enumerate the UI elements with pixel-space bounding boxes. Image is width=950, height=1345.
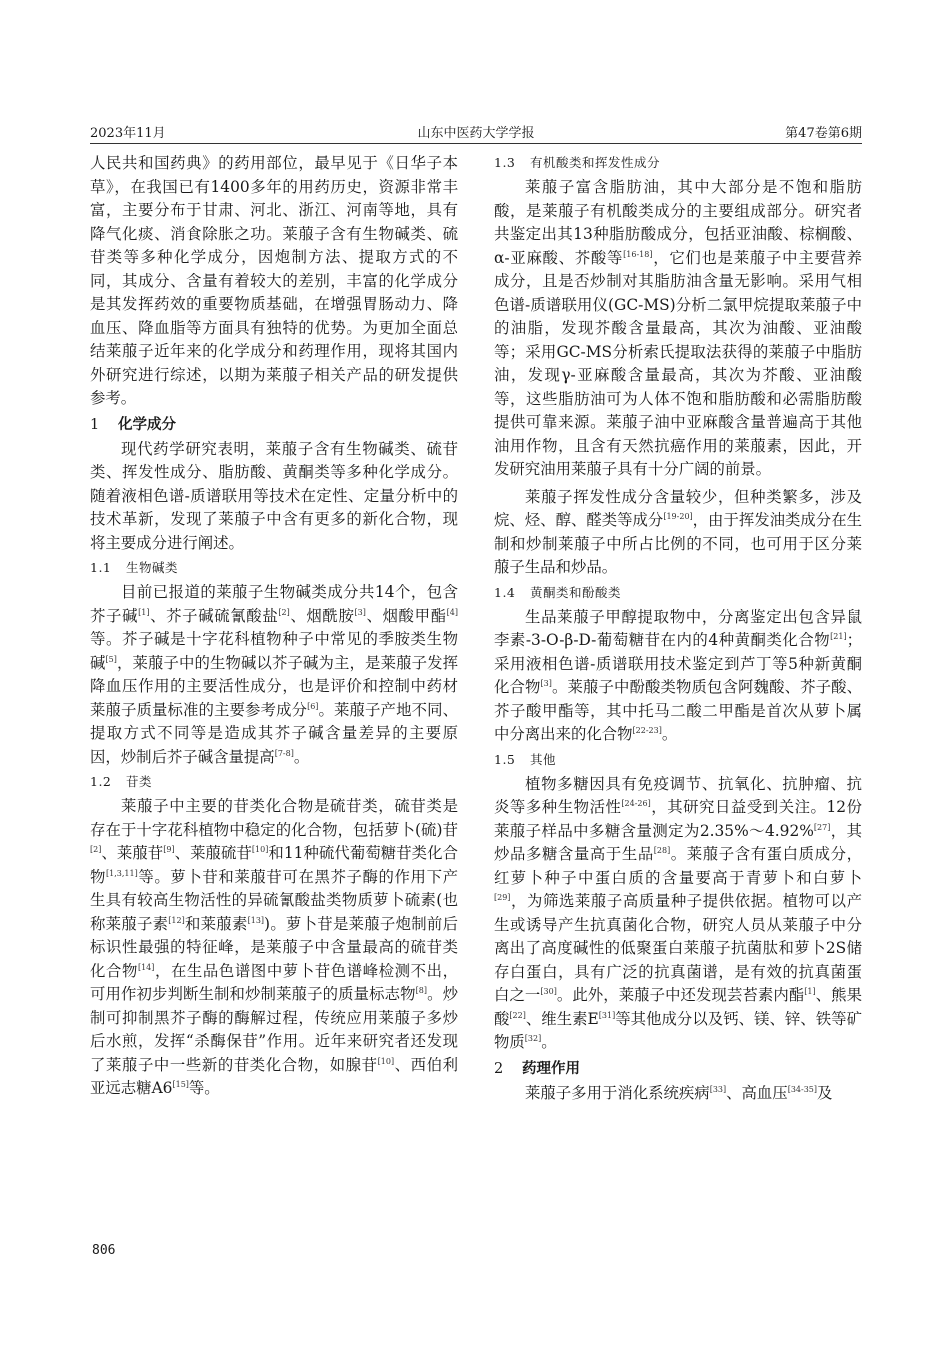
section-1-1-number: 1.1 [90,560,112,575]
section-1-2-paragraph [90,795,458,1101]
text-run: 等。 [188,1079,220,1097]
citation-ref: [30] [540,987,557,996]
section-1-2-title: 苷类 [126,774,153,789]
text-run: 。 [293,747,310,766]
citation-ref: [1,3,11] [106,868,138,878]
text-run: ，为筛选莱菔子高质量种子提供依据。植物可以产生或诱导产生抗真菌化合物，研究人员从莱菔子中分离出了高度碱性的低聚蛋白莱菔子抗菌肽和萝卜2S储存白蛋白，具有广泛的抗真菌谱，是有效的抗真菌蛋白之一 [494,892,862,1004]
text-run: 、烟酸甲酯 [365,606,447,625]
section-2-title: 药理作用 [522,1059,580,1077]
citation-ref: [19-20] [663,512,693,521]
citation-ref: [31] [598,1010,616,1020]
citation-ref: [5] [105,654,117,664]
citation-ref: [4] [446,607,458,617]
page-number: 806 [92,1243,116,1258]
section-1-number: 1 [90,416,100,433]
text-run: 。此外，莱菔子中还发现芸苔素内酯 [556,986,805,1004]
text-run: 现代药学研究表明，莱菔子含有生物碱类、硫苷类、挥发性成分、脂肪酸、黄酮类等多种化学成分。随着液相色谱-质谱联用等技术在定性、定量分析中的技术革新，发现了莱菔子中含有更多的新化合物，现将主要成分进行阐述。 [90,439,458,552]
header-volume-issue: 第47卷第6期 [785,126,862,141]
section-1-4-paragraph [494,606,862,747]
citation-ref: [34-35] [787,1084,818,1094]
text-run: 等。芥子碱是十字花科植物种子中常见的季胺类生物碱 [90,630,458,672]
text-run: 植物多糖因具有免疫调节、抗氧化、抗肿瘤、抗炎等多种生物活性 [494,774,862,816]
citation-ref: [3] [540,679,552,688]
text-run: 目前已报道的莱菔子生物碱类成分共14个，包含芥子碱 [90,583,458,625]
section-2-number: 2 [494,1060,504,1077]
citation-ref: [7-8] [274,748,294,758]
section-1-5-title: 其他 [530,751,557,767]
citation-ref: [22-23] [632,726,662,735]
citation-ref: [8] [415,986,427,995]
citation-ref: [22] [509,1010,526,1020]
header-journal-title: 山东中医药大学学报 [417,126,535,141]
citation-ref: [10] [251,845,269,854]
section-1-3-number: 1.3 [494,155,516,170]
text-run: 、烟酰胺 [289,606,355,625]
intro-paragraph [90,152,458,411]
section-1-heading [90,412,458,438]
text-run: )。萝卜苷是莱菔子炮制前后标识性最强的特征峰，是莱菔子中含量最高的硫苷类化合物 [90,914,458,980]
section-1-3-paragraph-1 [494,176,862,482]
section-2-paragraph [494,1082,862,1106]
citation-ref: [16-18] [623,249,653,259]
header-divider [90,143,862,144]
text-run: 人民共和国药典》的药用部位，最早见于《日华子本草》，在我国已有1400多年的用药历史，资源非常丰富，主要分布于甘肃、河北、浙江、河南等地，具有降气化痰、消食除胀之功。莱菔子含有生物碱类、硫苷类等多种化学成分，因炮制方法、提取方式的不同，其成分、含量有着较大的差别，丰富的化学成分是其发挥药效的重要物质基础，在增强胃肠动力、降血压、降血脂等方面具有独特的优势。为更加全面总结莱菔子近年来的化学成分和药理作用，现将其国内外研究进行综述，以期为莱菔子相关产品的研发提供参考。 [90,154,458,407]
citation-ref: [15] [172,1080,189,1089]
citation-ref: [3] [354,607,366,617]
text-run: 。莱菔子含有蛋白质成分，红萝卜种子中蛋白质的含量要高于青萝卜和白萝卜 [494,845,862,887]
citation-ref: [10] [377,1056,395,1066]
running-header [90,122,862,144]
text-run: 等。萝卜苷和莱菔苷可在黑芥子酶的作用下产生具有较高生物活性的异硫氰酸盐类物质萝卜硫素(也称莱菔子素 [90,867,458,933]
citation-ref: [27] [813,822,831,832]
citation-ref: [13] [247,915,265,925]
text-run: 及 [817,1083,833,1102]
text-run: 、熊果酸 [494,986,862,1028]
section-1-5-number: 1.5 [494,751,516,767]
text-run: 、莱菔苷 [101,844,164,862]
citation-ref: [32] [524,1034,542,1043]
right-column [494,152,862,1105]
text-run: ，它们也是莱菔子中主要营养成分，且是否炒制对其脂肪油含量无影响。采用气相色谱-质谱联用仪(GC-MS)分析二氯甲烷提取莱菔子中的油脂，发现芥酸含量最高，其次为油酸、亚油酸等；采用GC-MS分析索氏提取法获得的莱菔子中脂肪油，发现γ-亚麻酸含量最高，其次为芥酸、亚油酸等，这些脂肪油可为人体不饱和脂肪酸和必需脂肪酸提供可靠来源。莱菔子油中亚麻酸含量普遍高于其他油用作物，且含有天然抗癌作用的莱菔素，因此，开发研究油用莱菔子具有十分广阔的前景。 [494,248,862,478]
text-run: ，莱菔子中的生物碱以芥子碱为主，是莱菔子发挥降血压作用的主要活性成分，也是评价和控制中药材莱菔子质量标准的主要参考成分 [90,653,458,719]
section-1-4-title: 黄酮类和酚酸类 [530,584,622,600]
text-run: 、莱菔硫苷 [174,844,252,862]
text-run: ；采用液相色谱-质谱联用技术鉴定到芦丁等5种新黄酮化合物 [494,631,862,696]
citation-ref: [14] [137,962,155,972]
text-run: 和11种硫代葡萄糖苷类化合物 [90,844,458,886]
text-run: 、维生素E [525,1009,599,1028]
citation-ref: [2] [278,607,290,617]
text-run: 。莱菔子中酚酸类物质包含阿魏酸、芥子酸、芥子酸甲酯等，其中托马二酸二甲酯是首次从萝卜属中分离出来的化合物 [494,678,862,743]
citation-ref: [2] [90,845,102,854]
section-1-5-heading [494,747,862,773]
section-1-3-paragraph-2 [494,486,862,580]
text-run: ，其炒品多糖含量高于生品 [494,821,862,863]
text-run: 等其他成分以及钙、镁、锌、铁等矿物质 [494,1009,862,1051]
text-run: 、高血压 [726,1083,788,1102]
section-2-heading [494,1056,862,1082]
citation-ref: [24-26] [621,799,651,808]
section-1-4-number: 1.4 [494,584,516,600]
citation-ref: [28] [653,846,671,855]
text-run: 莱菔子多用于消化系统疾病 [525,1083,710,1102]
section-1-3-heading [494,150,862,176]
citation-ref: [1] [138,607,150,617]
section-1-paragraph [90,438,458,556]
section-1-2-heading [90,769,458,795]
text-run: 莱菔子挥发性成分含量较少，但种类繁多，涉及烷、烃、醇、醛类等成分 [494,487,862,529]
citation-ref: [21] [830,632,847,641]
citation-ref: [29] [494,893,511,902]
section-1-title: 化学成分 [118,415,176,433]
text-run: ，由于挥发油类成分在生制和炒制莱菔子中所占比例的不同，也可用于区分莱菔子生品和炒品。 [494,511,862,576]
text-run: 、西伯利亚远志糖A6 [90,1055,458,1097]
section-1-3-title: 有机酸类和挥发性成分 [530,155,661,170]
citation-ref: [6] [307,701,319,711]
text-run: 和莱菔素 [184,914,248,933]
section-1-4-heading [494,580,862,606]
citation-ref: [9] [163,845,175,854]
header-date: 2023年11月 [90,126,166,141]
section-1-5-paragraph [494,773,862,1055]
section-1-2-number: 1.2 [90,774,112,789]
citation-ref: [33] [709,1084,727,1094]
text-run: 。炒制可抑制黑芥子酶的酶解过程，传统应用莱菔子多炒后水煎，发挥“杀酶保苷”作用。近年来研究者还发现了莱菔子中一些新的苷类化合物，如腺苷 [90,985,458,1074]
text-run: 莱菔子中主要的苷类化合物是硫苷类，硫苷类是存在于十字花科植物中稳定的化合物，包括萝卜(硫)苷 [90,797,458,839]
text-run: 生品莱菔子甲醇提取物中，分离鉴定出包含异鼠李素-3-O-β-D-葡萄糖苷在内的4种黄酮类化合物 [494,607,862,649]
section-1-1-paragraph [90,581,458,769]
text-run: 、芥子碱硫氰酸盐 [149,606,279,625]
text-run: ，在生品色谱图中萝卜苷色谱峰检测不出，可用作初步判断生制和炒制莱菔子的质量标志物 [90,961,458,1003]
text-run: 。 [661,725,678,743]
text-run: 莱菔子富含脂肪油，其中大部分是不饱和脂肪酸，是莱菔子有机酸类成分的主要组成部分。研究者共鉴定出其13种脂肪酸成分，包括亚油酸、棕榈酸、α-亚麻酸、芥酸等 [494,178,862,267]
citation-ref: [12] [168,915,185,925]
section-1-1-title: 生物碱类 [126,560,179,575]
section-1-1-heading [90,555,458,581]
left-column [90,152,458,1101]
text-run: 。 [541,1033,557,1051]
text-run: ，其研究日益受到关注。12份莱菔子样品中多糖含量测定为2.35%～4.92% [494,798,862,840]
text-run: 。莱菔子产地不同、提取方式不同等是造成其芥子碱含量差异的主要原因，炒制后芥子碱含量提高 [90,700,458,766]
citation-ref: [1] [804,987,816,996]
